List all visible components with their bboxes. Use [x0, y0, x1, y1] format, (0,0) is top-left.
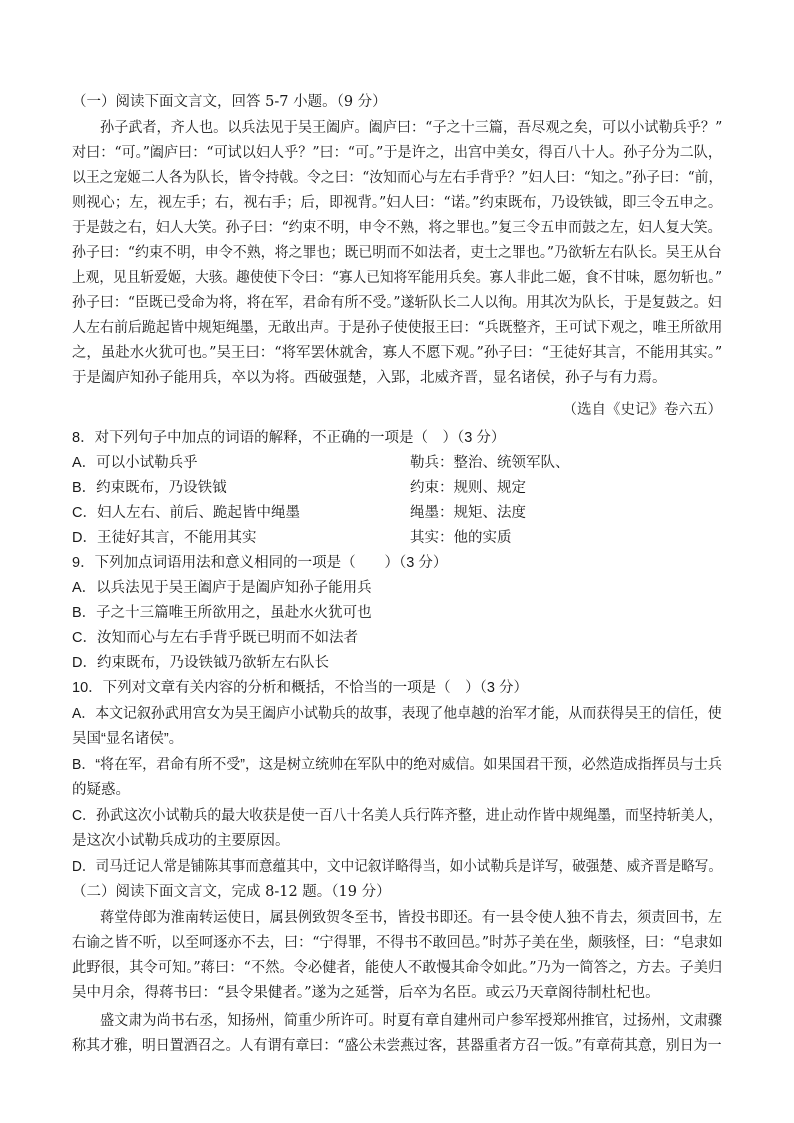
q10-option-c: C．孙武这次小试勒兵的最大收获是使一百八十名美人兵行阵齐整，进止动作皆中规绳墨，而坚持斩美人，: [72, 808, 723, 824]
passage-line: 上观，见且斩爱姬，大骇。趣使使下令曰：“寡人已知将军能用兵矣。寡人非此二姬，食不甘味，愿勿斩也。”: [72, 270, 723, 286]
q8-option-d: D．王徒好其言，不能用其实: [72, 530, 257, 546]
passage-line: 之，虽赴水火犹可也。”吴王曰：“将军罢休就舍，寡人不愿下观。”孙子曰：“王徒好其言，不能用其实。”: [72, 345, 723, 361]
q8-option-c: C．妇人左右、前后、跪起皆中绳墨: [72, 505, 300, 521]
q10-option-d: D．司马迁记人常是铺陈其事而意蕴其中，文中记叙详略得当，如小试勒兵是详写，破强楚、威齐晋是略写。: [72, 859, 722, 875]
passage-line: 孙子武者，齐人也。以兵法见于吴王阖庐。阖庐曰：“子之十三篇，吾尽观之矣，可以小试勒兵乎？”: [100, 120, 723, 136]
passage-line: 人左右前后跪起皆中规矩绳墨，无敢出声。于是孙子使使报王曰：“兵既整齐，王可试下观之，唯王所欲用: [72, 320, 723, 336]
passage-line: 对曰：“可。”阖庐曰：“可试以妇人乎？”曰：“可。”于是许之，出宫中美女，得百八十人。孙子分为二队，: [72, 145, 723, 161]
section-heading: （二）阅读下面文言文，完成 8-12 题。（19 分）: [72, 884, 391, 900]
passage-line: 右谕之皆不听，以至呵逐亦不去，曰：“宁得罪，不得书不敢回邑。”时苏子美在坐，颇骇怪，曰：“皂隶如: [72, 935, 723, 951]
passage-line: 于是鼓之右，妇人大笑。孙子曰：“约束不明，申令不熟，将之罪也。”复三令五申而鼓之左，妇人复大笑。: [72, 220, 722, 236]
q9-option-b: B．子之十三篇唯王所欲用之，虽赴水火犹可也: [72, 605, 372, 621]
passage-line: 孙子曰：“约束不明，申令不熟，将之罪也；既已明而不如法者，吏士之罪也。”乃欲斩左右队长。吴王从台: [72, 245, 722, 261]
q10-option-c-cont: 是这次小试勒兵成功的主要原因。: [72, 833, 290, 849]
q9-option-c: C．汝知而心与左右手背乎既已明而不如法者: [72, 630, 358, 646]
passage-line: 蒋堂侍郎为淮南转运使日，属县例致贺冬至书，皆投书即还。有一县令使人独不肯去，须责回书，左: [100, 910, 722, 926]
q8-option-a: A．可以小试勒兵乎: [72, 455, 198, 471]
passage-line: 盛文肃为尚书右丞，知扬州，简重少所许可。时夏有章自建州司户参军授郑州推官，过扬州，文肃骤: [100, 1013, 722, 1029]
q8-option-b: B．约束既布，乃设铁钺: [72, 480, 227, 496]
q10-option-a: A．本文记叙孙武用宫女为吴王阖庐小试勒兵的故事，表现了他卓越的治军才能，从而获得吴王的信任，使: [72, 706, 722, 722]
q8-option-b-explanation: 约束：规则、规定: [410, 480, 526, 496]
q10-option-a-cont: 吴国“显名诸侯”。: [72, 731, 184, 747]
question-10-stem: 10．下列对文章有关内容的分析和概括，不恰当的一项是（ ）（3 分）: [72, 680, 528, 696]
section-heading: （一）阅读下面文言文，回答 5-7 小题。（9 分）: [72, 94, 387, 110]
q9-option-a: A．以兵法见于吴王阖庐于是阖庐知孙子能用兵: [72, 580, 372, 596]
passage-line: 于是阖庐知孙子能用兵，卒以为将。西破强楚，入郢，北威齐晋，显名诸侯，孙子与有力焉。: [72, 370, 667, 386]
q8-option-c-explanation: 绳墨：规矩、法度: [410, 505, 526, 521]
passage-line: 以王之宠姬二人各为队长，皆令持戟。令之曰：“汝知而心与左右手背乎？”妇人曰：“知之。”孙子曰：“前，: [72, 170, 723, 186]
source-citation: （选自《史记》卷六五）: [562, 402, 722, 418]
q10-option-b-cont: 的疑惑。: [72, 782, 130, 798]
passage-line: 孙子曰：“臣既已受命为将，将在军，君命有所不受。”遂斩队长二人以徇。用其次为队长，于是复鼓之。妇: [72, 295, 722, 311]
question-9-stem: 9．下列加点词语用法和意义相同的一项是（ ）（3 分）: [72, 555, 448, 571]
q10-option-b: B．“将在军，君命有所不受”，这是树立统帅在军队中的绝对威信。如果国君干预，必然造成指挥员与士兵: [72, 757, 722, 773]
passage-line: 则视心；左，视左手；右，视右手；后，即视背。”妇人曰：“诺。”约束既布，乃设铁钺，即三令五申之。: [72, 195, 723, 211]
q8-option-a-explanation: 勒兵：整治、统领军队、: [410, 455, 570, 471]
passage-line: 吴中月余，得蒋书曰：“县令果健者。”遂为之延誉，后卒为名臣。或云乃天章阁待制杜杞也。: [72, 985, 660, 1001]
question-8-stem: 8．对下列句子中加点的词语的解释，不正确的一项是（ ）（3 分）: [72, 430, 506, 446]
q9-option-d: D．约束既布，乃设铁钺乃欲斩左右队长: [72, 655, 329, 671]
passage-line: 此野很，其令可知。”蒋曰：“不然。令必健者，能使人不敢慢其命令如此。”乃为一简答之，方去。子美归: [72, 960, 723, 976]
q8-option-d-explanation: 其实：他的实质: [410, 530, 512, 546]
passage-line: 称其才雅，明日置酒召之。人有谓有章曰：“盛公未尝燕过客，甚器重者方召一饭。”有章荷其意，别日为一: [72, 1038, 722, 1054]
